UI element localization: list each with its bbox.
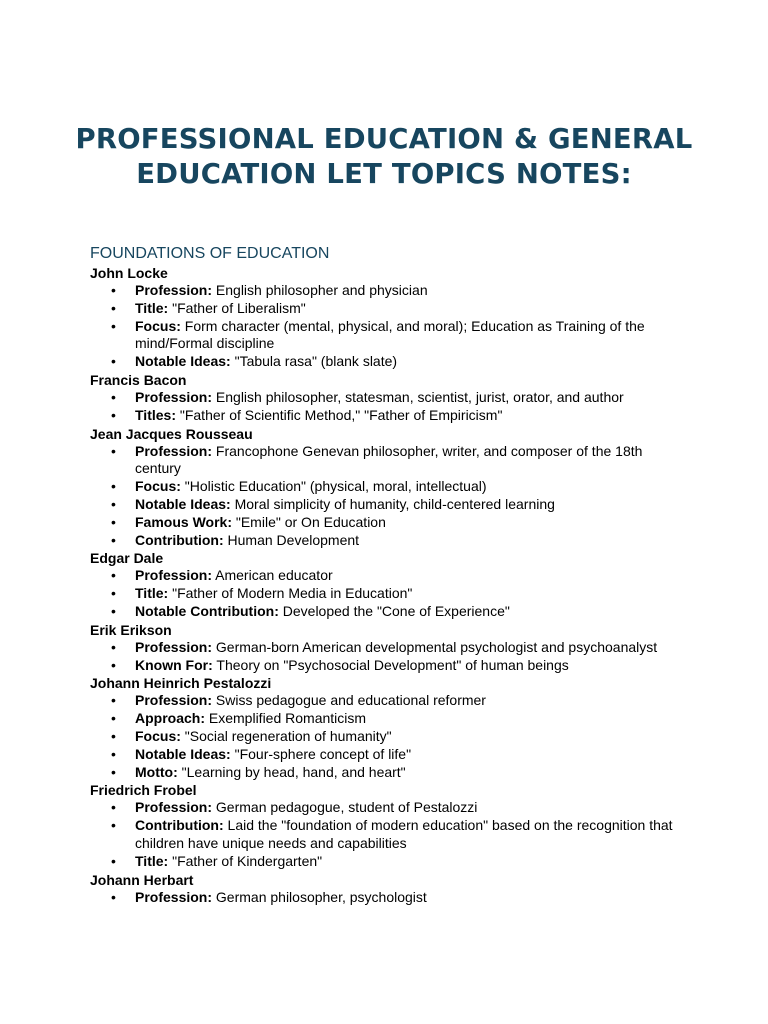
list-item bbox=[90, 657, 690, 675]
list-item bbox=[90, 353, 690, 371]
people-list bbox=[90, 264, 690, 906]
fact-label: Profession: bbox=[135, 282, 213, 298]
fact-text: English philosopher, statesman, scientist, jurist, orator, and author bbox=[215, 388, 624, 405]
bullet-icon: • bbox=[111, 638, 116, 655]
fact-list bbox=[90, 389, 690, 425]
fact-list bbox=[90, 282, 690, 371]
bullet-icon: • bbox=[111, 513, 116, 530]
fact-text: German-born American developmental psychologist and psychoanalyst bbox=[215, 638, 658, 655]
list-item bbox=[90, 639, 690, 657]
list-item bbox=[90, 799, 690, 817]
fact-label: Title: bbox=[135, 852, 169, 869]
bullet-icon: • bbox=[111, 763, 116, 780]
fact-text: English philosopher and physician bbox=[215, 282, 428, 298]
bullet-icon: • bbox=[111, 852, 116, 869]
person-name: Edgar Dale bbox=[90, 550, 164, 567]
bullet-icon: • bbox=[111, 585, 116, 602]
fact-label: Focus: bbox=[135, 317, 181, 334]
fact-label: Focus: bbox=[135, 478, 181, 495]
fact-text: "Holistic Education" (physical, moral, intellectual) bbox=[184, 478, 487, 495]
document-body bbox=[90, 243, 690, 906]
person-block bbox=[90, 621, 690, 675]
document-title: PROFESSIONAL EDUCATION & GENERAL EDUCATION LET TOPICS NOTES: bbox=[75, 123, 693, 190]
list-item bbox=[90, 692, 690, 710]
fact-text: "Emile" or On Education bbox=[235, 513, 386, 530]
bullet-icon: • bbox=[111, 602, 116, 619]
fact-label: Notable Ideas: bbox=[135, 745, 231, 762]
fact-text: German pedagogue, student of Pestalozzi bbox=[215, 799, 478, 816]
bullet-icon: • bbox=[111, 817, 116, 834]
person-name: Johann Heinrich Pestalozzi bbox=[90, 675, 272, 692]
fact-text: "Father of Modern Media in Education" bbox=[172, 585, 413, 602]
person-block bbox=[90, 549, 690, 620]
section-heading: FOUNDATIONS OF EDUCATION bbox=[90, 245, 330, 262]
bullet-icon: • bbox=[111, 478, 116, 495]
fact-text: "Father of Kindergarten" bbox=[172, 852, 323, 869]
fact-text: Moral simplicity of humanity, child-centered learning bbox=[234, 495, 555, 512]
list-item bbox=[90, 728, 690, 746]
fact-text: American educator bbox=[215, 567, 333, 584]
fact-list bbox=[90, 567, 690, 620]
fact-text: German philosopher, psychologist bbox=[215, 888, 427, 905]
person-block bbox=[90, 871, 690, 907]
fact-label: Profession: bbox=[135, 388, 213, 405]
bullet-icon: • bbox=[111, 353, 116, 370]
fact-list bbox=[90, 799, 690, 870]
bullet-icon: • bbox=[111, 299, 116, 316]
fact-text: "Tabula rasa" (blank slate) bbox=[234, 353, 398, 370]
fact-label: Profession: bbox=[135, 567, 213, 584]
fact-text: Francophone Genevan philosopher, writer, and composer of the 18th century bbox=[135, 442, 643, 477]
person-name: Johann Herbart bbox=[90, 871, 194, 888]
list-item bbox=[90, 889, 690, 907]
bullet-icon: • bbox=[111, 727, 116, 744]
list-item bbox=[90, 478, 690, 496]
fact-label: Motto: bbox=[135, 763, 178, 780]
person-block bbox=[90, 781, 690, 870]
list-item bbox=[90, 710, 690, 728]
fact-text: "Learning by head, hand, and heart" bbox=[181, 763, 406, 780]
list-item bbox=[90, 746, 690, 764]
list-item bbox=[90, 300, 690, 318]
fact-label: Titles: bbox=[135, 406, 176, 423]
bullet-icon: • bbox=[111, 406, 116, 423]
fact-text: "Father of Scientific Method," "Father of Empiricism" bbox=[179, 406, 503, 423]
list-item bbox=[90, 853, 690, 871]
list-item bbox=[90, 817, 690, 853]
fact-text: Theory on "Psychosocial Development" of human beings bbox=[216, 656, 569, 673]
bullet-icon: • bbox=[111, 317, 116, 334]
fact-label: Notable Ideas: bbox=[135, 353, 231, 370]
bullet-icon: • bbox=[111, 531, 116, 548]
person-block bbox=[90, 425, 690, 550]
list-item bbox=[90, 443, 690, 479]
fact-label: Title: bbox=[135, 299, 169, 316]
fact-label: Profession: bbox=[135, 692, 213, 709]
fact-label: Focus: bbox=[135, 727, 181, 744]
bullet-icon: • bbox=[111, 888, 116, 905]
fact-label: Notable Ideas: bbox=[135, 495, 231, 512]
fact-label: Famous Work: bbox=[135, 513, 232, 530]
fact-label: Profession: bbox=[135, 799, 213, 816]
person-name: Jean Jacques Rousseau bbox=[90, 425, 253, 442]
fact-label: Contribution: bbox=[135, 817, 224, 834]
list-item bbox=[90, 764, 690, 782]
list-item bbox=[90, 603, 690, 621]
list-item bbox=[90, 585, 690, 603]
bullet-icon: • bbox=[111, 710, 116, 727]
fact-label: Approach: bbox=[135, 710, 205, 727]
person-block bbox=[90, 264, 690, 371]
person-block bbox=[90, 674, 690, 781]
fact-list bbox=[90, 889, 690, 907]
fact-text: "Father of Liberalism" bbox=[172, 299, 306, 316]
person-name: Friedrich Frobel bbox=[90, 782, 197, 799]
list-item bbox=[90, 389, 690, 407]
person-block bbox=[90, 371, 690, 425]
fact-list bbox=[90, 692, 690, 781]
list-item bbox=[90, 282, 690, 300]
fact-text: Swiss pedagogue and educational reformer bbox=[215, 692, 486, 709]
fact-text: Developed the "Cone of Experience" bbox=[282, 602, 510, 619]
bullet-icon: • bbox=[111, 282, 116, 298]
fact-text: Form character (mental, physical, and moral); Education as Training of the mind/Formal discipline bbox=[135, 317, 645, 352]
list-item bbox=[90, 407, 690, 425]
bullet-icon: • bbox=[111, 799, 116, 816]
list-item bbox=[90, 567, 690, 585]
fact-text: Exemplified Romanticism bbox=[208, 710, 367, 727]
list-item bbox=[90, 496, 690, 514]
fact-list bbox=[90, 443, 690, 550]
bullet-icon: • bbox=[111, 567, 116, 584]
bullet-icon: • bbox=[111, 388, 116, 405]
fact-text: "Social regeneration of humanity" bbox=[184, 727, 392, 744]
person-name: Erik Erikson bbox=[90, 621, 172, 638]
fact-label: Profession: bbox=[135, 442, 213, 459]
fact-label: Known For: bbox=[135, 656, 213, 673]
bullet-icon: • bbox=[111, 692, 116, 709]
fact-label: Title: bbox=[135, 585, 169, 602]
fact-label: Profession: bbox=[135, 888, 213, 905]
fact-list bbox=[90, 639, 690, 675]
fact-label: Profession: bbox=[135, 638, 213, 655]
list-item bbox=[90, 318, 690, 354]
bullet-icon: • bbox=[111, 495, 116, 512]
bullet-icon: • bbox=[111, 656, 116, 673]
bullet-icon: • bbox=[111, 745, 116, 762]
bullet-icon: • bbox=[111, 442, 116, 459]
list-item bbox=[90, 532, 690, 550]
fact-label: Contribution: bbox=[135, 531, 224, 548]
person-name: Francis Bacon bbox=[90, 371, 187, 388]
fact-text: "Four-sphere concept of life" bbox=[234, 745, 412, 762]
fact-text: Human Development bbox=[227, 531, 360, 548]
person-name: John Locke bbox=[90, 265, 168, 281]
fact-text: Laid the "foundation of modern education" based on the recognition that children have unique needs and capabilities bbox=[135, 817, 673, 851]
list-item bbox=[90, 514, 690, 532]
fact-label: Notable Contribution: bbox=[135, 602, 279, 619]
